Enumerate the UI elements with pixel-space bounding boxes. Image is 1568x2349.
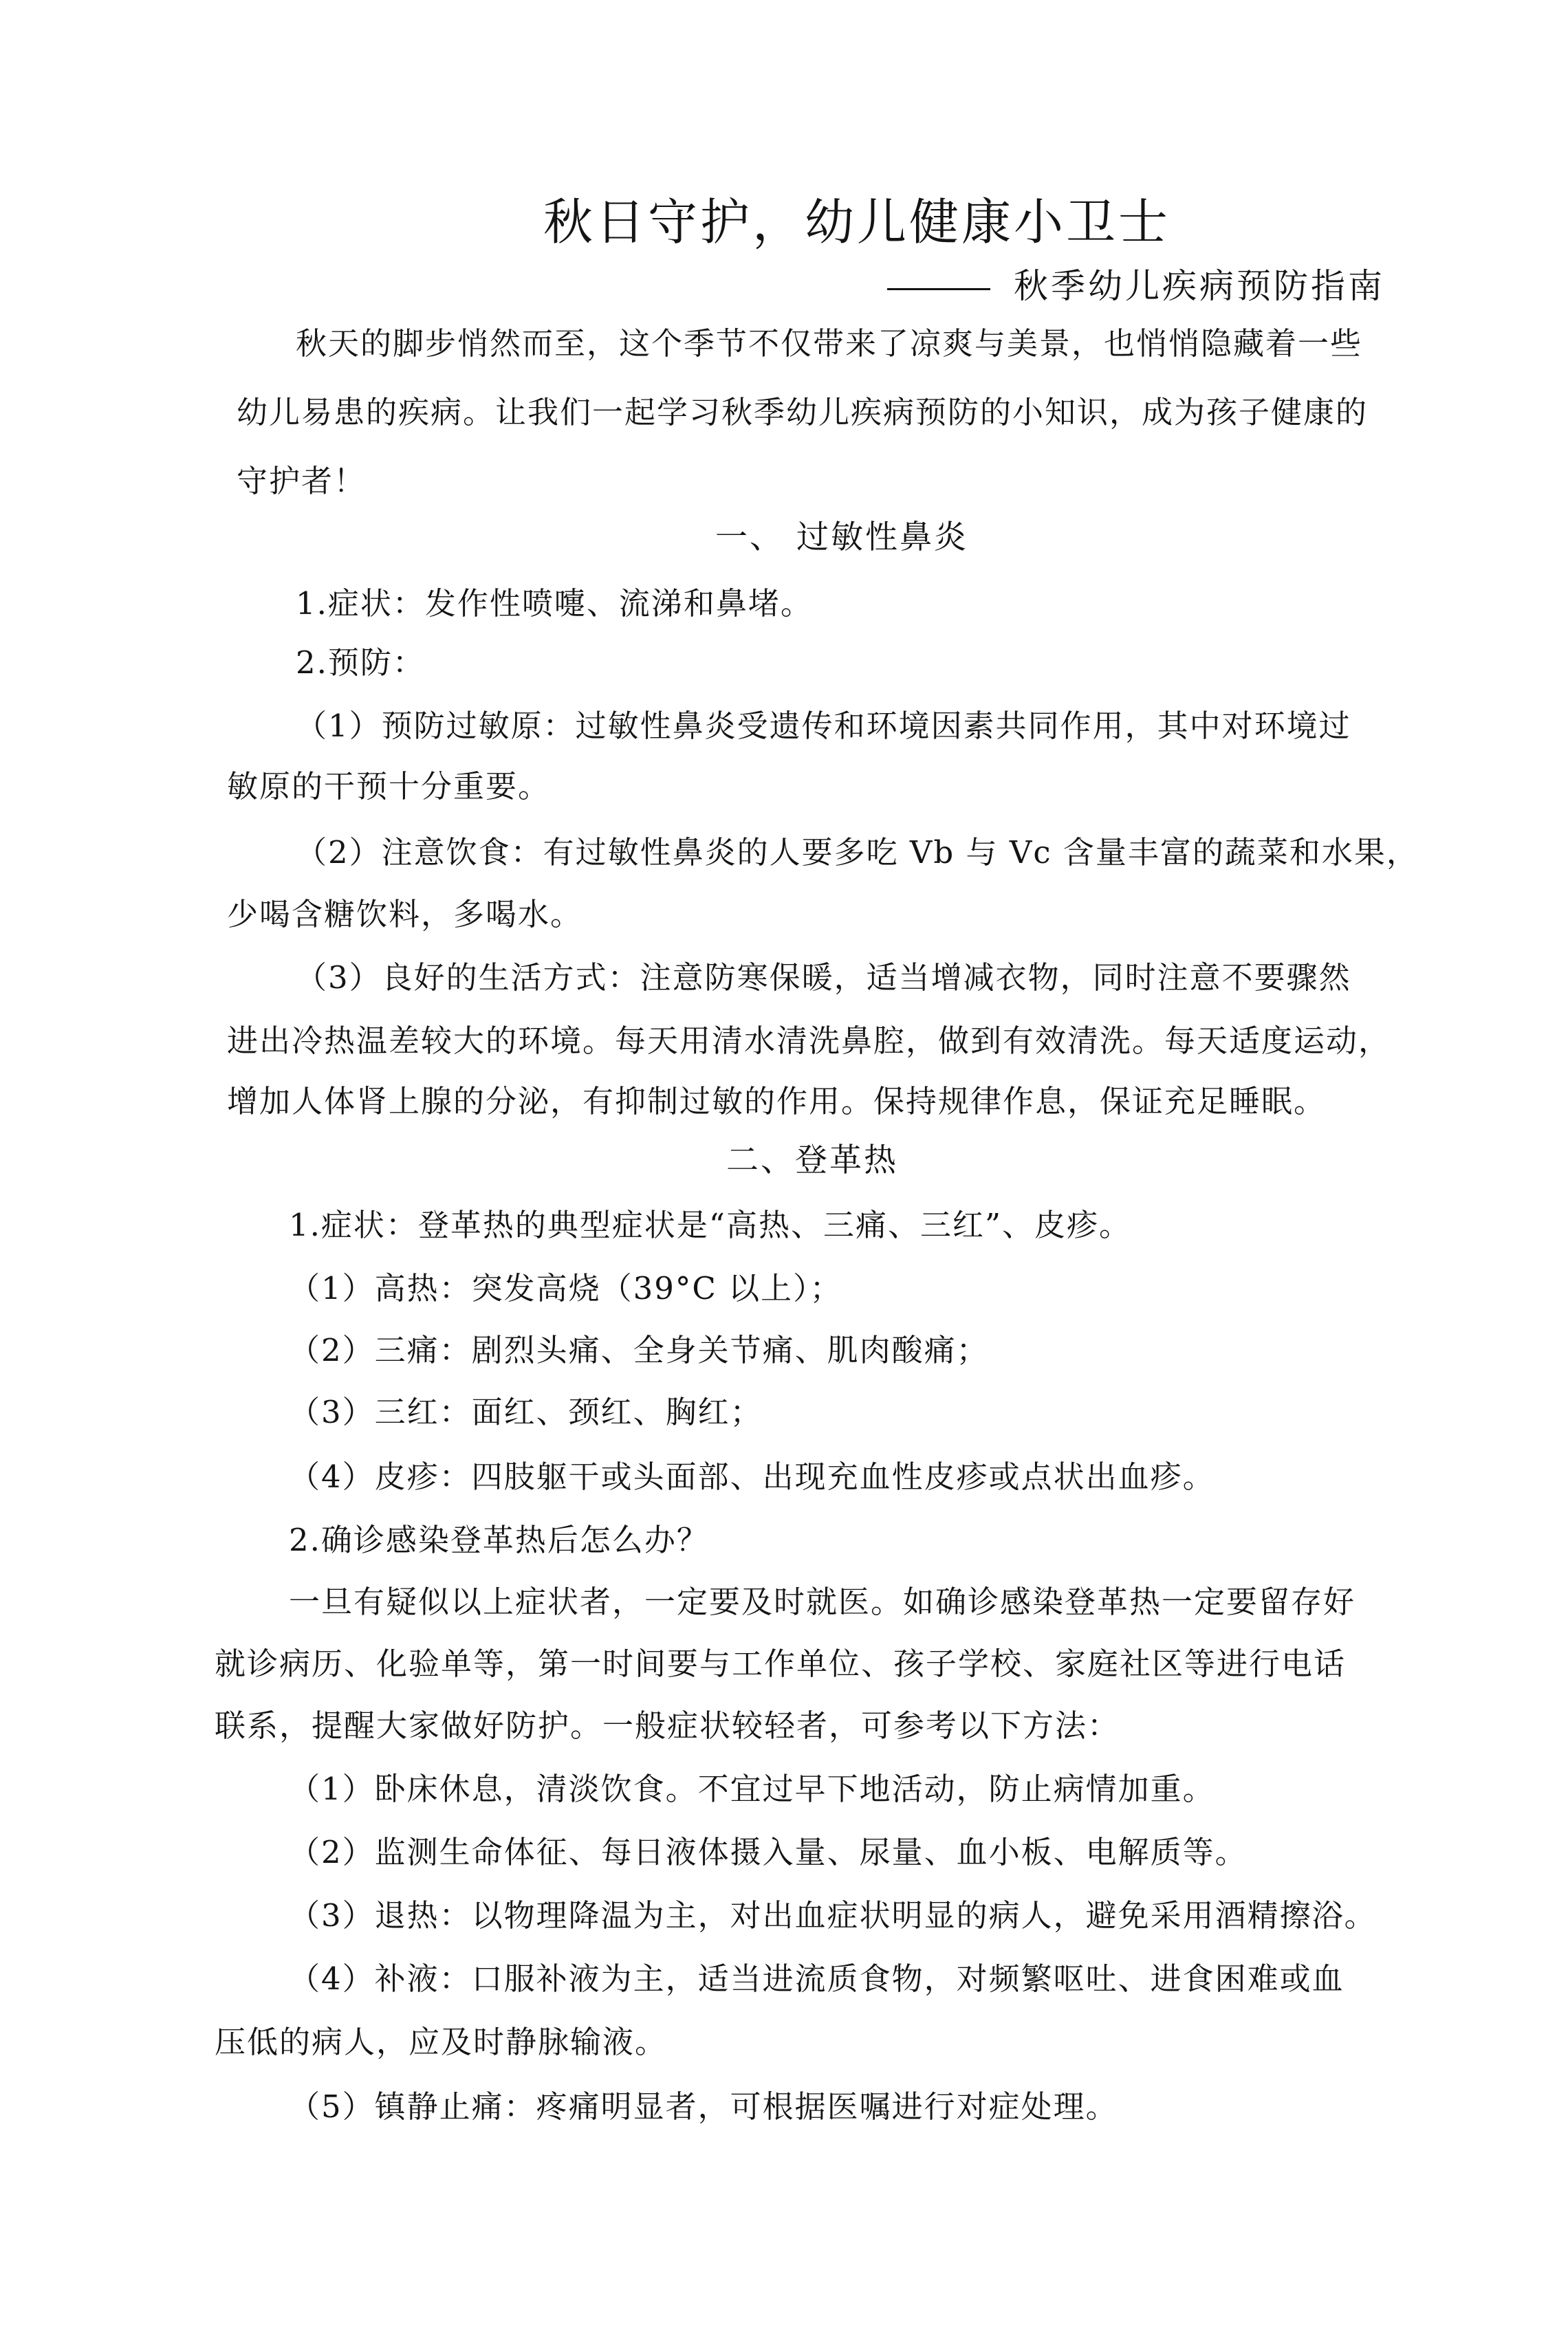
paragraph-line: 压低的病人，应及时静脉输液。 [215,2024,668,2060]
section-heading-dengue: 二、登革热 [726,1141,898,1179]
paragraph-line: （2）注意饮食：有过敏性鼻炎的人要多吃 Vb 与 Vc 含量丰富的蔬菜和水果， [296,834,1419,871]
paragraph-line: 1.症状：发作性喷嚏、流涕和鼻堵。 [296,585,813,622]
paragraph-line: 就诊病历、化验单等，第一时间要与工作单位、孩子学校、家庭社区等进行电话 [215,1646,1347,1682]
paragraph-line: （5）镇静止痛：疼痛明显者，可根据医嘱进行对症处理。 [289,2088,1118,2125]
document-subtitle [887,264,1385,308]
document-title: 秋日守护，幼儿健康小卫士 [543,193,1171,251]
paragraph-line: 增加人体肾上腺的分泌，有抑制过敏的作用。保持规律作息，保证充足睡眠。 [227,1083,1327,1119]
section-heading-allergic-rhinitis: 一、 过敏性鼻炎 [715,518,968,556]
paragraph-line: （3）退热：以物理降温为主，对出血症状明显的病人，避免采用酒精擦浴。 [289,1897,1377,1934]
subtitle-text: 秋季幼儿疾病预防指南 [1014,266,1385,306]
paragraph-line: （1）高热：突发高烧（39°C 以上）； [289,1270,842,1307]
paragraph-line: （3）三红：面红、颈红、胸红； [289,1394,763,1430]
paragraph-line: （3）良好的生活方式：注意防寒保暖，适当增减衣物，同时注意不要骤然 [296,959,1351,996]
paragraph-line: 少喝含糖饮料，多喝水。 [227,896,583,932]
paragraph-line: 2.预防： [296,644,425,681]
paragraph-line: 联系，提醒大家做好防护。一般症状较轻者，可参考以下方法： [215,1707,1120,1744]
paragraph-line: 1.症状：登革热的典型症状是“高热、三痛、三红”、皮疹。 [289,1207,1131,1243]
paragraph-line: （1）预防过敏原：过敏性鼻炎受遗传和环境因素共同作用，其中对环境过 [296,708,1351,744]
paragraph-line: 2.确诊感染登革热后怎么办？ [289,1522,709,1558]
paragraph-line: （4）补液：口服补液为主，适当进流质食物，对频繁呕吐、进食困难或血 [289,1960,1344,1997]
intro-line: 幼儿易患的疾病。让我们一起学习秋季幼儿疾病预防的小知识，成为孩子健康的 [237,394,1369,430]
paragraph-line: （4）皮疹：四肢躯干或头面部、出现充血性皮疹或点状出血疹。 [289,1458,1215,1495]
intro-line: 秋天的脚步悄然而至，这个季节不仅带来了凉爽与美景，也悄悄隐藏着一些 [296,325,1363,362]
paragraph-line: （2）三痛：剧烈头痛、全身关节痛、肌肉酸痛； [289,1332,989,1368]
paragraph-line: （1）卧床休息，清淡饮食。不宜过早下地活动，防止病情加重。 [289,1771,1215,1807]
paragraph-line: （2）监测生命体征、每日液体摄入量、尿量、血小板、电解质等。 [289,1834,1248,1870]
em-dash-rule [887,288,990,290]
paragraph-line: 进出冷热温差较大的环境。每天用清水清洗鼻腔，做到有效清洗。每天适度运动， [227,1023,1391,1059]
paragraph-line: 敏原的干预十分重要。 [227,768,551,805]
intro-line: 守护者！ [237,463,367,499]
paragraph-line: 一旦有疑似以上症状者，一定要及时就医。如确诊感染登革热一定要留存好 [289,1584,1356,1620]
